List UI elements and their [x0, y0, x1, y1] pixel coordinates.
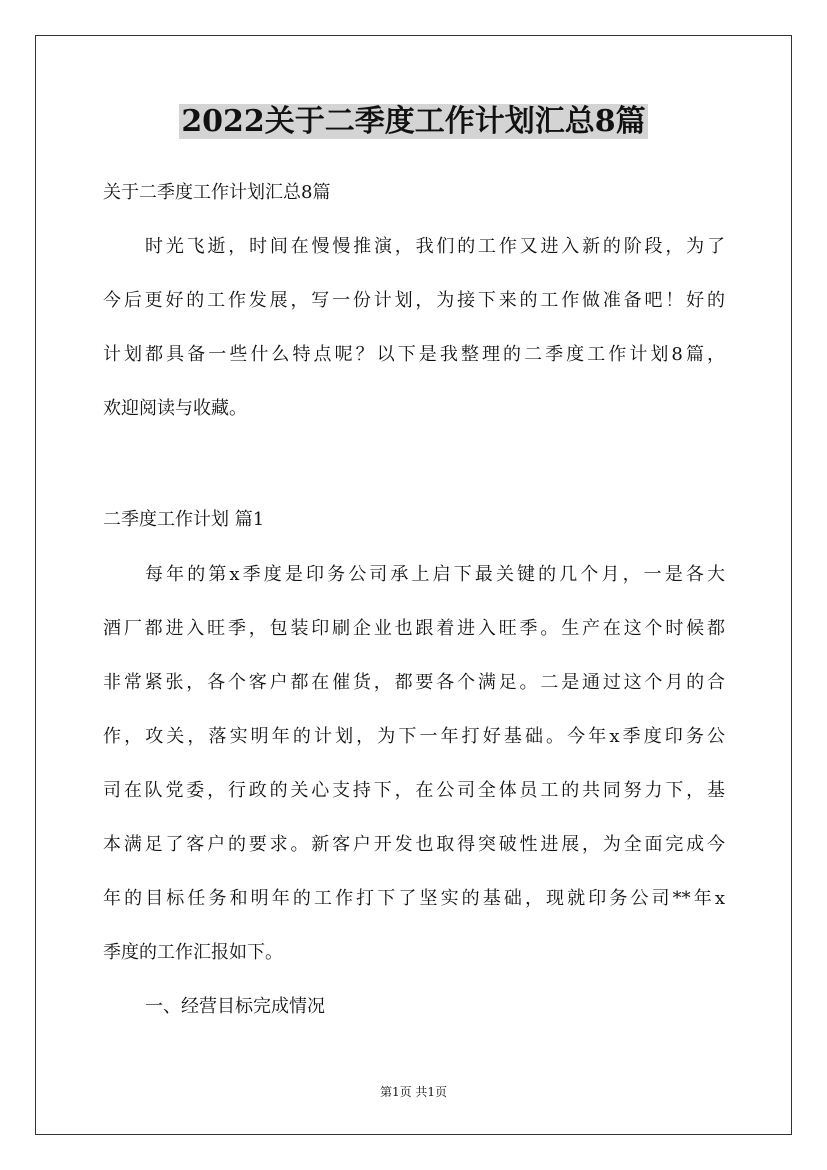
- intro-line-3: 计划都具备一些什么特点呢？以下是我整理的二季度工作计划8篇，: [103, 344, 725, 365]
- body-line-8: 季度的工作汇报如下。: [103, 942, 283, 963]
- body-line-4: 作，攻关，落实明年的计划，为下一年打好基础。今年x季度印务公: [103, 726, 725, 747]
- body-line-2: 酒厂都进入旺季，包装印刷企业也跟着进入旺季。生产在这个时候都: [103, 618, 725, 639]
- document-subtitle: 关于二季度工作计划汇总8篇: [103, 182, 331, 203]
- page-footer: 第1页 共1页: [379, 1085, 448, 1099]
- body-line-7: 年的目标任务和明年的工作打下了坚实的基础，现就印务公司**年x: [103, 888, 725, 909]
- document-title: 2022关于二季度工作计划汇总8篇: [181, 104, 646, 139]
- subheading: 一、经营目标完成情况: [145, 996, 325, 1017]
- intro-line-4: 欢迎阅读与收藏。: [103, 398, 247, 419]
- intro-line-2: 今后更好的工作发展，写一份计划，为接下来的工作做准备吧！好的: [103, 290, 725, 311]
- body-line-6: 本满足了客户的要求。新客户开发也取得突破性进展，为全面完成今: [103, 834, 725, 855]
- body-line-3: 非常紧张，各个客户都在催货，都要各个满足。二是通过这个月的合: [103, 672, 725, 693]
- intro-line-1: 时光飞逝，时间在慢慢推演，我们的工作又进入新的阶段，为了: [145, 236, 725, 257]
- body-line-5: 司在队党委，行政的关心支持下，在公司全体员工的共同努力下，基: [103, 780, 725, 801]
- body-line-1: 每年的第x季度是印务公司承上启下最关键的几个月，一是各大: [145, 564, 725, 585]
- section-heading: 二季度工作计划 篇1: [103, 509, 265, 530]
